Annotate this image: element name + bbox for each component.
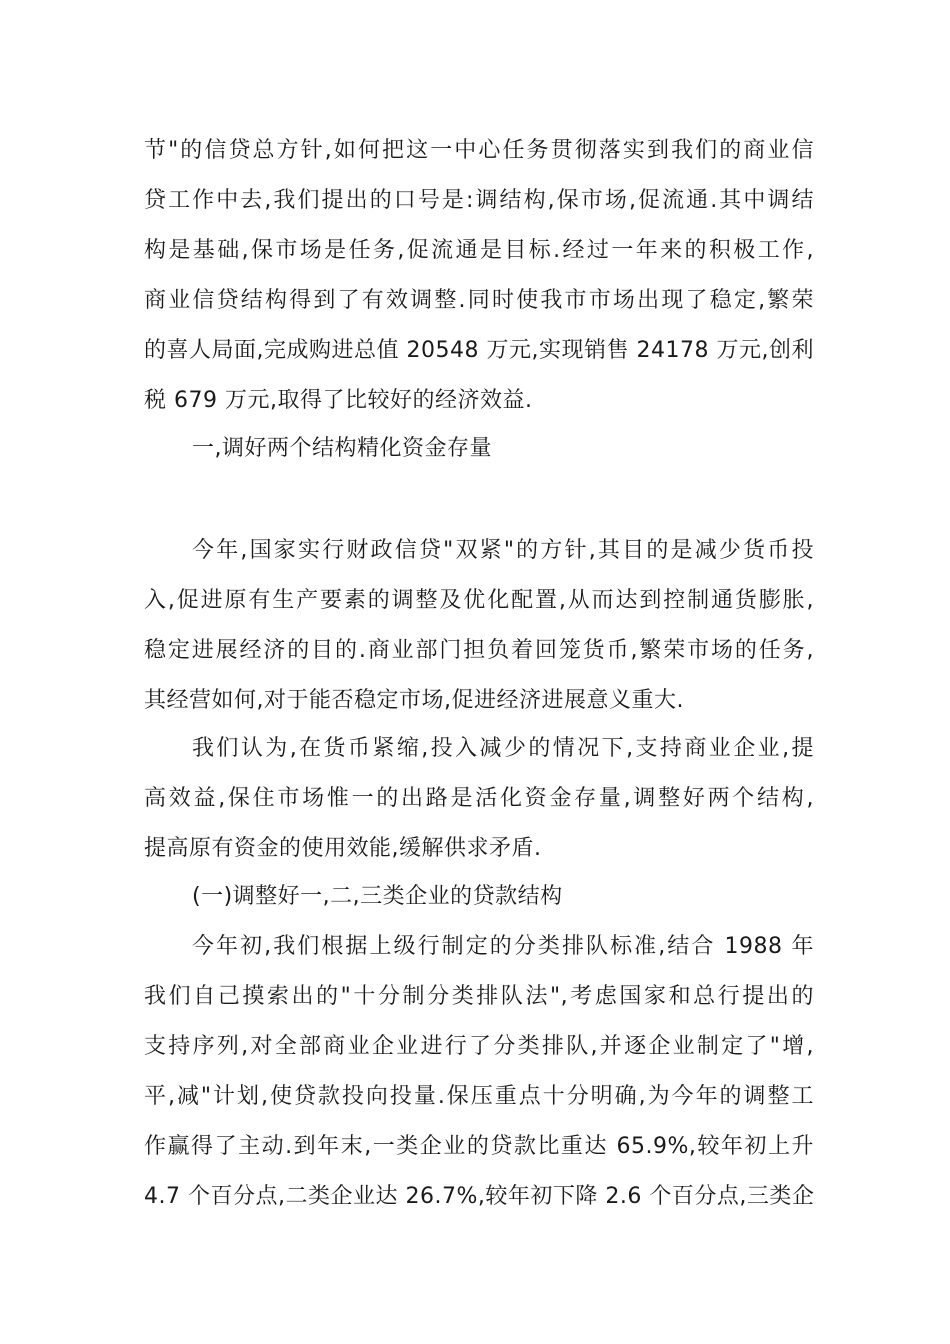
text-line: 我们自己摸索出的"十分制分类排队法",考虑国家和总行提出的 bbox=[144, 984, 814, 1009]
text-line: 作赢得了主动.到年末,一类企业的贷款比重达 65.9%,较年初上升 bbox=[144, 1134, 814, 1159]
text-line: 税 679 万元,取得了比较好的经济效益. bbox=[144, 388, 533, 413]
text-line: 商业信贷结构得到了有效调整.同时使我市市场出现了稳定,繁荣 bbox=[144, 288, 814, 313]
text-line: 提高原有资金的使用效能,缓解供求矛盾. bbox=[144, 836, 542, 861]
text-line: 入,促进原有生产要素的调整及优化配置,从而达到控制通货膨胀, bbox=[144, 588, 814, 613]
text-line: 支持序列,对全部商业企业进行了分类排队,并逐企业制定了"增, bbox=[144, 1034, 814, 1059]
text-line: 高效益,保住市场惟一的出路是活化资金存量,调整好两个结构, bbox=[144, 786, 814, 811]
text-line: 节"的信贷总方针,如何把这一中心任务贯彻落实到我们的商业信 bbox=[144, 138, 814, 163]
text-line: 构是基础,保市场是任务,促流通是目标.经过一年来的积极工作, bbox=[144, 238, 814, 263]
text-line: 今年初,我们根据上级行制定的分类排队标准,结合 1988 年 bbox=[192, 934, 814, 959]
text-line: 其经营如何,对于能否稳定市场,促进经济进展意义重大. bbox=[144, 688, 684, 713]
text-line: 贷工作中去,我们提出的口号是:调结构,保市场,促流通.其中调结 bbox=[144, 188, 814, 213]
subsection-heading: (一)调整好一,二,三类企业的贷款结构 bbox=[192, 884, 563, 909]
text-line: 稳定进展经济的目的.商业部门担负着回笼货币,繁荣市场的任务, bbox=[144, 638, 814, 663]
text-line: 的喜人局面,完成购进总值 20548 万元,实现销售 24178 万元,创利 bbox=[144, 338, 814, 363]
section-heading: 一,调好两个结构精化资金存量 bbox=[192, 436, 492, 461]
text-line: 今年,国家实行财政信贷"双紧"的方针,其目的是减少货币投 bbox=[192, 538, 814, 563]
text-line: 4.7 个百分点,二类企业达 26.7%,较年初下降 2.6 个百分点,三类企 bbox=[144, 1184, 815, 1209]
text-line: 我们认为,在货币紧缩,投入减少的情况下,支持商业企业,提 bbox=[192, 736, 814, 761]
text-line: 平,减"计划,使贷款投向投量.保压重点十分明确,为今年的调整工 bbox=[144, 1084, 814, 1109]
